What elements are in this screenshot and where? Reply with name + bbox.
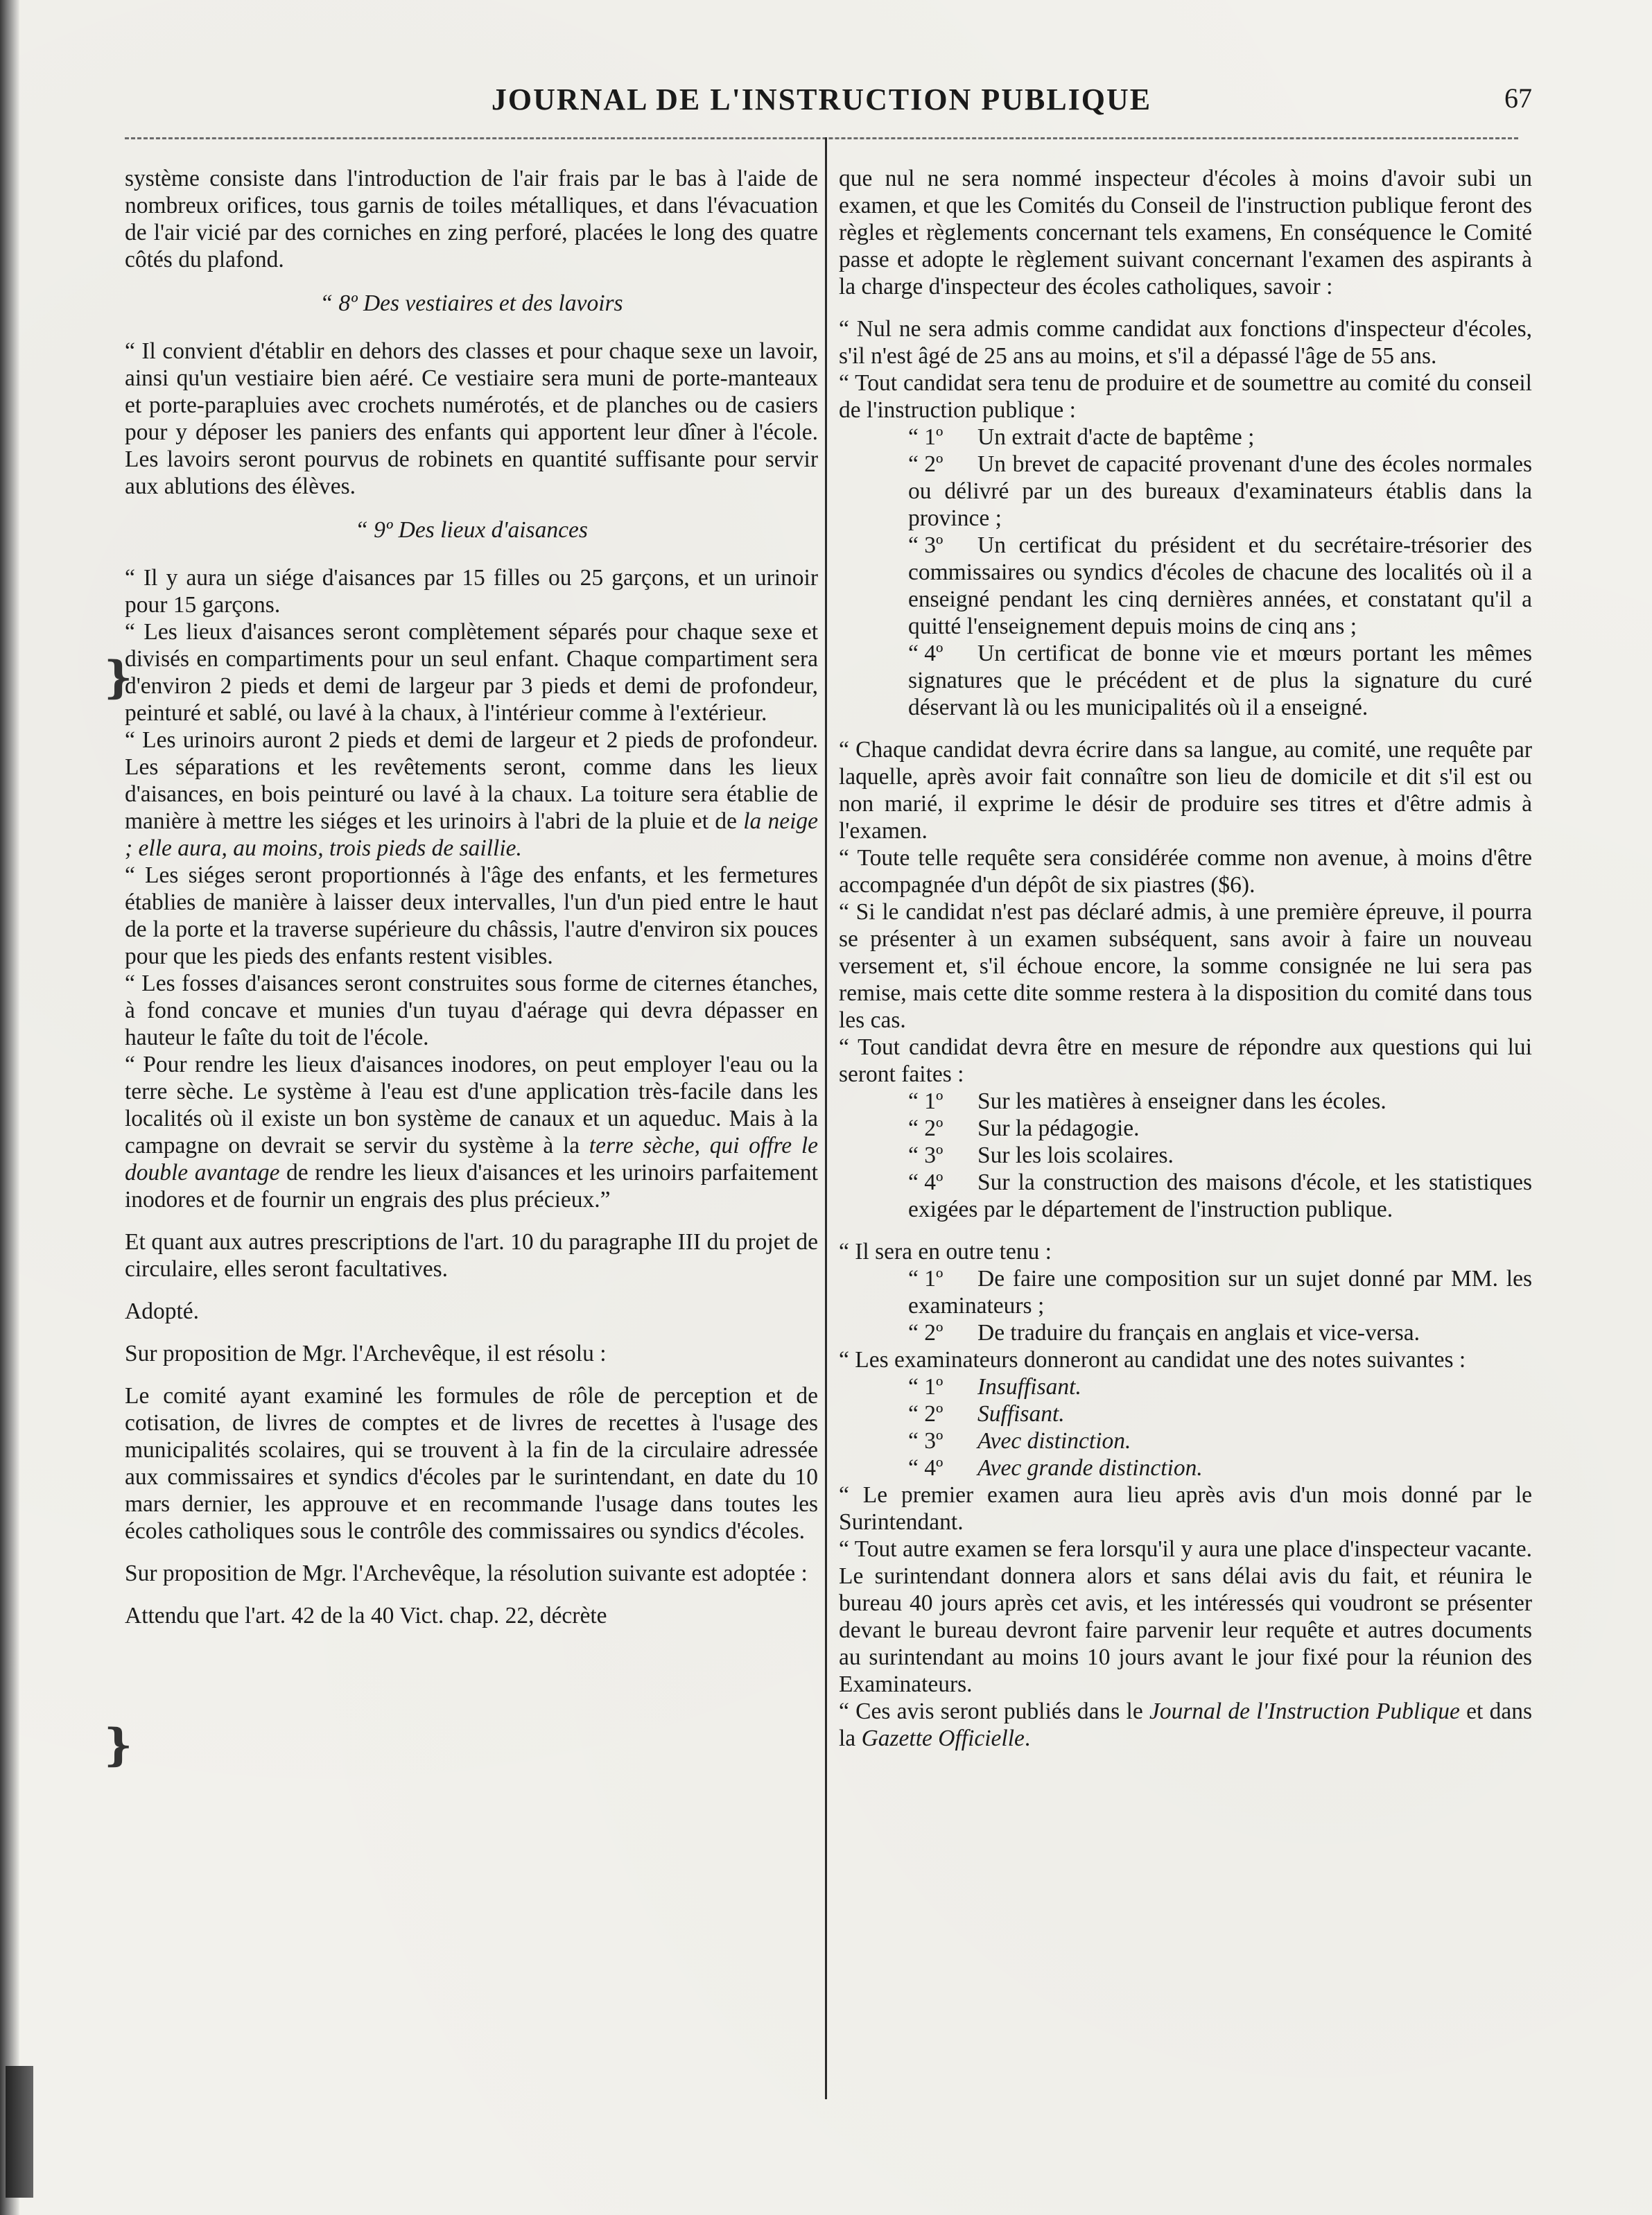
paragraph: “ Les examinateurs donneront au candidat une des notes suivantes : [839,1347,1466,1373]
page-number: 67 [1504,82,1532,114]
paragraph: “ Si le candidat n'est pas déclaré admis, à une première épreuve, il pourra se présenter à un examen subséquent, sans avoir à faire un nouveau versement et, s'il échoue encore, la somme consignée ne lui sera pas remise, mais cette dite somme restera à la disposition du comité dans tous les cas. [839,899,1532,1033]
list-item [839,640,1532,721]
paragraph-text: “ Ces avis seront publiés dans le [839,1699,1149,1724]
journal-title: Journal de l'Instruction Publique [1149,1699,1460,1724]
left-column [125,165,818,2106]
list-text: De traduire du français en anglais et vice-versa. [977,1320,1420,1346]
margin-brace-mark: } [104,1719,133,1771]
list-number: “ 3º [908,1143,944,1168]
paragraph [839,1698,1532,1752]
list-number: “ 3º [908,532,944,558]
list-item [839,1115,1532,1142]
list-text: Un certificat de bonne vie et mœurs portant les mêmes signatures que le précédent et de plus la signature du curé déservant là ou les municipalités où il a enseigné. [908,641,1532,720]
paragraph: “ Tout candidat devra être en mesure de répondre aux questions qui lui seront faites : [839,1034,1532,1087]
paragraph-text: “ Les urinoirs auront 2 pieds et demi de largeur et 2 pieds de profondeur. Les séparations et les revêtements seront, comme dans les lieux d'aisances, en bois peinturé ou lavé à la chaux. La toiture sera établie de manière à mettre les siéges et les urinoirs à l'abri de la pluie et de [125,727,818,834]
paragraph [125,1051,818,1213]
paragraph: système consiste dans l'introduction de l'air frais par le bas à l'aide de nombreux orifices, tous garnis de toiles métalliques, et dans l'évacuation de l'air vicié par des corniches en zing perforé, placées le long des quatre côtés du plafond. [125,166,818,272]
section-heading: “ 9º Des lieux d'aisances [355,517,588,543]
running-title: JOURNAL DE L'INSTRUCTION PUBLIQUE [491,82,1152,116]
list-text: Avec distinction. [977,1428,1131,1454]
header-rule [125,137,1518,139]
list-item [839,1319,1532,1346]
list-text: Sur la construction des maisons d'école, et les statistiques exigées par le département de l'instruction publique. [908,1170,1532,1222]
column-divider [825,137,827,2099]
right-column [839,165,1532,2106]
list-number: “ 1º [908,424,944,450]
paragraph: Et quant aux autres prescriptions de l'art. 10 du paragraphe III du projet de circulaire, elles seront facultatives. [125,1229,818,1282]
list-item [839,1427,1532,1454]
section-heading: “ 8º Des vestiaires et des lavoirs [320,290,623,316]
exam-subjects-list [839,1088,1532,1223]
requirements-list [839,424,1532,721]
list-text: Un extrait d'acte de baptême ; [977,424,1255,450]
list-text: Un certificat du président et du secrétaire-trésorier des commissaires ou syndics d'écoles de chacune des localités où il a enseigné pendant les cinq dernières années, et constatant qu'il a quitté l'enseignement depuis moins de cinq ans ; [908,532,1532,639]
paragraph: Sur proposition de Mgr. l'Archevêque, il est résolu : [125,1341,607,1366]
paragraph: Attendu que l'art. 42 de la 40 Vict. chap. 22, décrète [125,1603,607,1628]
list-item [839,1142,1532,1169]
margin-brace-mark: } [104,652,133,704]
list-text: Avec grande distinction. [977,1455,1203,1481]
list-item [839,1169,1532,1223]
list-item [839,532,1532,640]
page-header [111,82,1532,123]
paragraph: Sur proposition de Mgr. l'Archevêque, la résolution suivante est adoptée : [125,1561,808,1586]
paragraph: “ Chaque candidat devra écrire dans sa langue, au comité, une requête par laquelle, après avoir fait connaître son lieu de domicile et dit s'il est ou non marié, il exprime le désir de produire ses titres et d'être admis à l'examen. [839,737,1532,844]
list-item [839,424,1532,451]
list-text: Sur les lois scolaires. [977,1143,1174,1168]
paragraph-text: et dans la [839,1699,1532,1751]
list-number: “ 1º [908,1088,944,1114]
list-text: Un brevet de capacité provenant d'une des écoles normales ou délivré par un des bureaux d'examinateurs établis dans la province ; [908,451,1532,531]
paragraph: “ Les fosses d'aisances seront construites sous forme de citernes étanches, à fond concave et munies d'un tuyau d'aérage qui devra dépasser en hauteur le faîte du toit de l'école. [125,971,818,1050]
list-item [839,1265,1532,1319]
paragraph-text: “ Pour rendre les lieux d'aisances inodores, on peut employer l'eau ou la terre sèche. Le système à l'eau est d'une application très-facile dans les localités où il existe un bon système de canaux et un aqueduc. Mais à la campagne on devrait se servir du système à la [125,1052,818,1158]
paragraph: “ Toute telle requête sera considérée comme non avenue, à moins d'être accompagnée d'un dépôt de six piastres ($6). [839,845,1532,898]
list-text: De faire une composition sur un sujet donné par MM. les examinateurs ; [908,1266,1532,1319]
grades-list [839,1373,1532,1482]
paragraph: Adopté. [125,1298,199,1324]
list-number: “ 4º [908,1455,944,1481]
list-number: “ 2º [908,451,944,477]
gazette-title: Gazette Officielle [861,1726,1025,1751]
paragraph: “ Tout autre examen se fera lorsqu'il y aura une place d'inspecteur vacante. Le surintendant donnera alors et sans délai avis du fait, et réunira le bureau 40 jours après cet avis, et les intéressés qui voudront se présenter devant le bureau devront faire parvenir leur requête et autres documents au surintendant au moins 10 jours avant le jour fixé pour la réunion des Examinateurs. [839,1536,1532,1697]
list-text: Suffisant. [977,1401,1065,1427]
paragraph: “ Tout candidat sera tenu de produire et de soumettre au comité du conseil de l'instruction publique : [839,370,1532,423]
paragraph: “ Il y aura un siége d'aisances par 15 filles ou 25 garçons, et un urinoir pour 15 garçons. [125,565,818,618]
paragraph: Le comité ayant examiné les formules de rôle de perception et de cotisation, de livres de comptes et de livres de recettes à l'usage des municipalités scolaires, qui se trouvent à la fin de la circulaire adressée aux commissaires et syndics d'écoles par le surintendant, en date du 10 mars dernier, les approuve et en recommande l'usage dans toutes les écoles catholiques sous le contrôle des commissaires ou syndics d'écoles. [125,1383,818,1544]
paragraph: “ Les siéges seront proportionnés à l'âge des enfants, et les fermetures établies de manière à laisser deux intervalles, l'un d'un pied entre le haut de la porte et la traverse supérieure du châssis, l'autre d'environ six pouces pour que les pieds des enfants restent visibles. [125,862,818,969]
list-item [839,1088,1532,1115]
list-number: “ 2º [908,1115,944,1141]
list-number: “ 2º [908,1401,944,1427]
list-item [839,1454,1532,1482]
paragraph [125,727,818,862]
paragraph: “ Il convient d'établir en dehors des classes et pour chaque sexe un lavoir, ainsi qu'un vestiaire bien aéré. Ce vestiaire sera muni de porte-manteaux et porte-parapluies avec crochets numérotés, et de planches ou de casiers pour y déposer les paniers des enfants qui apportent leur dîner à l'école. Les lavoirs seront pourvus de robinets en quantité suffisante pour servir aux ablutions des élèves. [125,338,818,499]
list-number: “ 4º [908,641,944,666]
list-item [839,1373,1532,1400]
list-number: “ 3º [908,1428,944,1454]
list-text: Sur la pédagogie. [977,1115,1140,1141]
paragraph-text: de rendre les lieux d'aisances et les urinoirs parfaitement inodores et de fournir un engrais des plus précieux.” [125,1160,818,1213]
list-number: “ 1º [908,1374,944,1400]
paragraph: “ Les lieux d'aisances seront complètement séparés pour chaque sexe et divisés en compartiments pour un seul enfant. Chaque compartiment sera d'environ 2 pieds et demi de largeur par 3 pieds et demi de profondeur, peinturé et sablé, ou lavé à la chaux, à l'intérieur comme à l'extérieur. [125,619,818,726]
paragraph: “ Nul ne sera admis comme candidat aux fonctions d'inspecteur d'écoles, s'il n'est âgé de 25 ans au moins, et s'il a dépassé l'âge de 55 ans. [839,316,1532,369]
list-item [839,1400,1532,1427]
additional-requirements-list [839,1265,1532,1346]
list-item [839,451,1532,532]
italic-text: la neige ; elle aura, au moins, trois pieds de saillie. [125,808,818,861]
italic-text: terre sèche, qui offre le double avantage [125,1133,818,1185]
list-number: “ 4º [908,1170,944,1195]
list-number: “ 2º [908,1320,944,1346]
paragraph: que nul ne sera nommé inspecteur d'écoles à moins d'avoir subi un examen, et que les Comités du Conseil de l'instruction publique feront des règles et règlements concernant tels examens, En conséquence le Comité passe et adopte le règlement suivant concernant l'examen des aspirants à la charge d'inspecteur des écoles catholiques, savoir : [839,166,1532,299]
list-text: Sur les matières à enseigner dans les écoles. [977,1088,1386,1114]
binding-shadow-mark [6,2066,33,2198]
paragraph: “ Le premier examen aura lieu après avis d'un mois donné par le Surintendant. [839,1482,1532,1535]
paragraph-text: . [1024,1726,1031,1751]
list-text: Insuffisant. [977,1374,1081,1400]
page-binding-edge [0,0,19,2215]
paragraph: “ Il sera en outre tenu : [839,1239,1052,1265]
list-number: “ 1º [908,1266,944,1292]
